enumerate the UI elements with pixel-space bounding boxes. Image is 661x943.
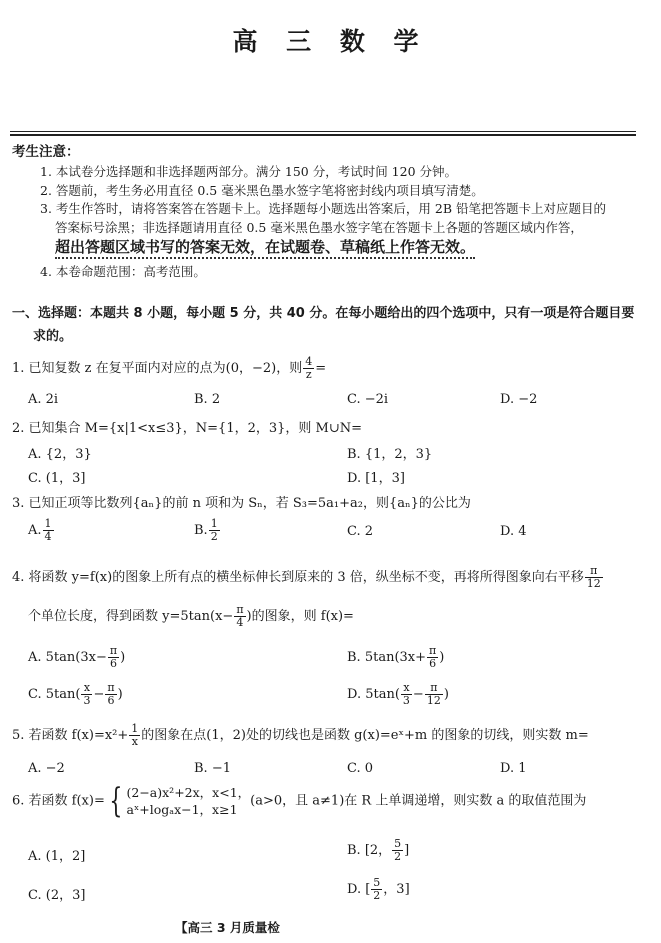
note-3: 3. 考生作答时，请将答案答在答题卡上。选择题每小题选出答案后，用 2B 铅笔把答题卡上对应题目的 xyxy=(40,201,606,216)
q4-stem-line2: 个单位长度，得到函数 y=5tan(x− $\frac{\pi}{4}$ )的图象，则 f(x)= xyxy=(28,603,354,629)
q1-option-a: A. 2i xyxy=(28,392,59,407)
q5-option-c: C. 0 xyxy=(347,761,374,776)
section1-heading-cont: 求的。 xyxy=(33,329,73,344)
q2-option-d: D. [1，3] xyxy=(347,471,405,486)
q2-stem: 2. 已知集合 M={x|1<x≤3}，N={1，2，3}，则 M∪N= xyxy=(12,421,363,436)
q4-option-c: C. 5tan( $\frac{x}{3}$ − $\frac{\pi}{6}$ ) xyxy=(28,681,123,707)
q5-stem: 5. 若函数 f(x)=x²+ $\frac{1}{x}$ 的图象在点(1，2)处的切线也是函数 g(x)=eˣ+m 的图象的切线，则实数 m= xyxy=(12,722,589,748)
note-4: 4. 本卷命题范围：高考范围。 xyxy=(40,264,206,279)
q6-piece-1: (2−a)x²+2x，x<1， xyxy=(126,785,251,800)
q5-option-d: D. 1 xyxy=(500,761,527,776)
notes-heading: 考生注意： xyxy=(12,144,80,160)
q4-option-b: B. 5tan(3x+ $\frac{\pi}{6}$ ) xyxy=(347,644,445,670)
q5-option-a: A. −2 xyxy=(28,761,65,776)
q1-option-d: D. −2 xyxy=(500,392,538,407)
q1-option-b: B. 2 xyxy=(194,392,221,407)
q6-stem: 6. 若函数 f(x)= { (2−a)x²+2x，x<1， aˣ+logₐx−1，x≥1(a>0，且 a≠1)在 R 上单调递增，则实数 a 的取值范围为 xyxy=(12,781,587,821)
page-title: 高 三 数 学 xyxy=(232,27,429,56)
note-1: 1. 本试卷分选择题和非选择题两部分。满分 150 分，考试时间 120 分钟。 xyxy=(40,164,458,179)
q2-option-a: A. {2，3} xyxy=(28,447,92,462)
q3-option-b: B. $\frac{1}{2}$ xyxy=(194,517,218,543)
footer-label: 【高三 3 月质量检 xyxy=(175,920,280,935)
note-2: 2. 答题前，考生务必用直径 0.5 毫米黑色墨水签字笔将密封线内项目填写清楚。 xyxy=(40,183,484,198)
q6-option-b: B. [2， $\frac{5}{2}$ ] xyxy=(347,837,410,863)
q1-option-c: C. −2i xyxy=(347,392,389,407)
q4-option-a: A. 5tan(3x− $\frac{\pi}{6}$ ) xyxy=(28,644,126,670)
q6-option-c: C. (2，3] xyxy=(28,888,86,903)
q4-stem-line1: 4. 将函数 y=f(x)的图象上所有点的横坐标伸长到原来的 3 倍，纵坐标不变，再将所得图象向右平移 $\frac{\pi}{12}$ xyxy=(12,564,601,590)
footer-fade-overlay xyxy=(290,912,370,938)
q2-option-b: B. {1，2，3} xyxy=(347,447,433,462)
q5-option-b: B. −1 xyxy=(194,761,231,776)
q3-stem: 3. 已知正项等比数列{aₙ}的前 n 项和为 Sₙ，若 S₃=5a₁+a₂，则{aₙ}的公比为 xyxy=(12,496,471,511)
q2-option-c: C. (1，3] xyxy=(28,471,86,486)
q6-option-a: A. (1，2] xyxy=(28,849,86,864)
q3-option-d: D. 4 xyxy=(500,524,527,539)
q4-option-d: D. 5tan( $\frac{x}{3}$ − $\frac{\pi}{12}$ ) xyxy=(347,681,449,707)
q1-stem: 1. 已知复数 z 在复平面内对应的点为(0，−2)，则 $\frac{4}{z}$ = xyxy=(12,355,327,381)
q6-option-d: D. [ $\frac{5}{2}$ ，3] xyxy=(347,876,410,902)
note-3-cont: 答案标号涂黑；非选择题请用直径 0.5 毫米黑色墨水签字笔在答题卡上各题的答题区域内作答， xyxy=(55,220,583,235)
section1-heading: 一、选择题：本题共 8 小题，每小题 5 分，共 40 分。在每小题给出的四个选项中，只有一项是符合题目要 xyxy=(12,306,635,321)
q3-option-c: C. 2 xyxy=(347,524,374,539)
header-rule-thin xyxy=(10,131,636,132)
q3-option-a: A. $\frac{1}{4}$ xyxy=(28,517,52,543)
header-rule-thick xyxy=(10,134,636,136)
q6-piece-2: aˣ+logₐx−1，x≥1 xyxy=(126,802,238,817)
note-3-bold: 超出答题区域书写的答案无效，在试题卷、草稿纸上作答无效。 xyxy=(55,236,475,259)
